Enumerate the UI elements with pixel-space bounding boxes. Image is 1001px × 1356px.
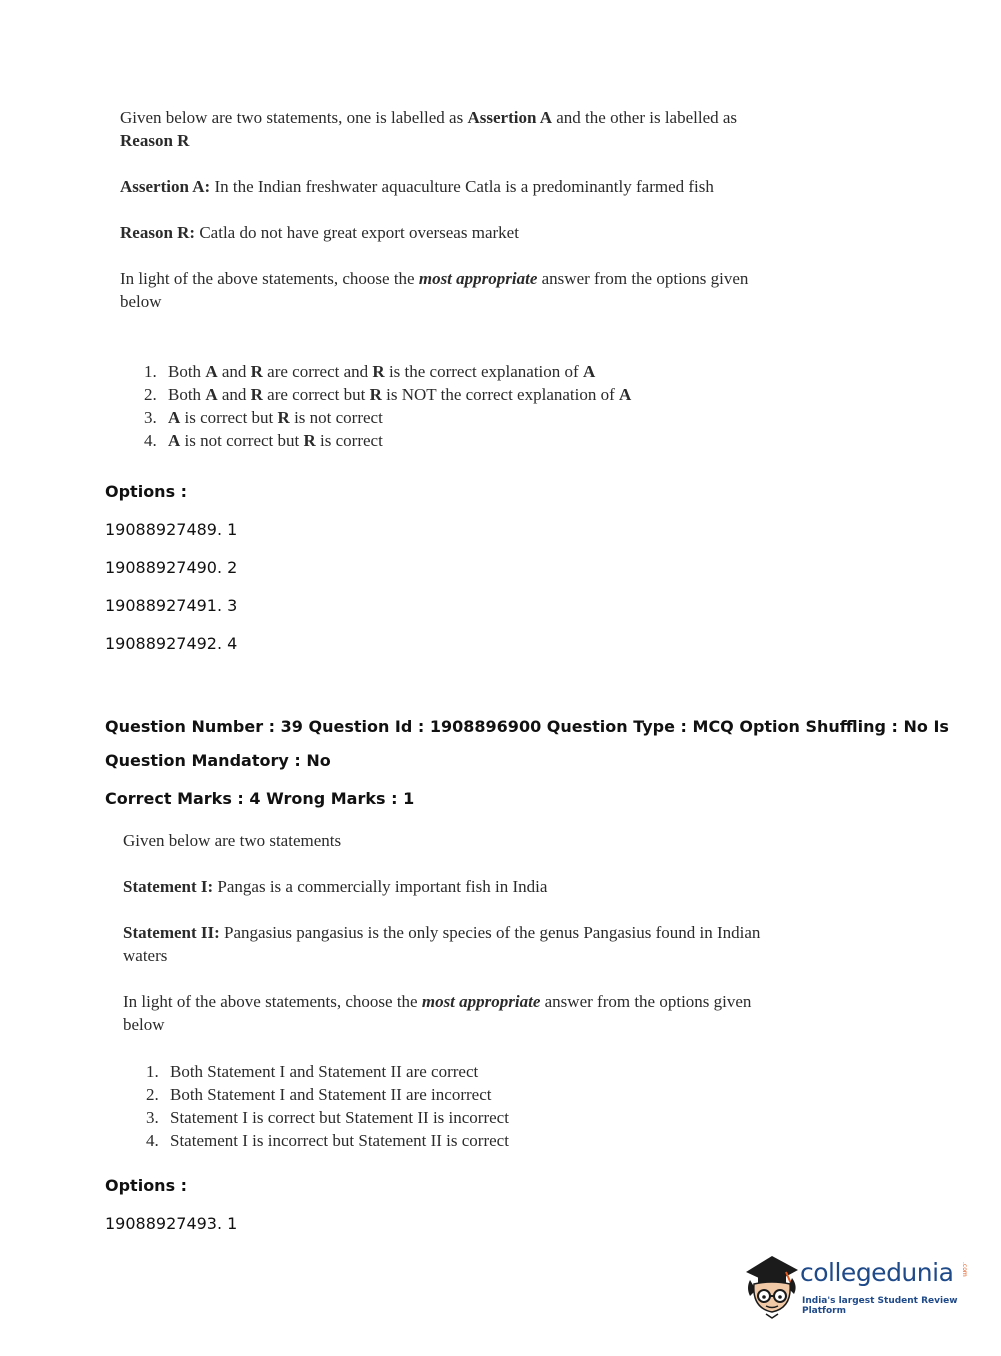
- q1-assertion-label: Assertion A:: [120, 177, 211, 196]
- q1-choice-1: [144, 360, 631, 383]
- q2-meta-line1: Question Number : 39 Question Id : 1908896900 Question Type : MCQ Option Shuffling : No Is: [105, 717, 949, 736]
- q1-intro-bold-reason: Reason R: [120, 131, 190, 150]
- q1-choice-text: R: [372, 362, 385, 381]
- q1-choice-text: are correct but: [262, 385, 370, 404]
- q1-choice-text: is the correct explanation of: [384, 362, 583, 381]
- q1-choice-text: R: [303, 431, 316, 450]
- q1-choice-text: A: [168, 408, 181, 427]
- q2-choice-list: [146, 1060, 509, 1152]
- q1-option-1: 19088927489. 1: [105, 520, 238, 539]
- q2-choice-text: Statement I is incorrect but Statement II is correct: [170, 1131, 509, 1150]
- q1-choice-text: is not correct: [289, 408, 383, 427]
- q2-intro: Given below are two statements: [123, 831, 342, 850]
- q2-marks: Correct Marks : 4 Wrong Marks : 1: [105, 789, 415, 808]
- q2-choice-text: Statement I is correct but Statement II is incorrect: [170, 1108, 509, 1127]
- q1-choice-number: 4.: [144, 431, 157, 450]
- q2-choice-1: [146, 1060, 509, 1083]
- logo-com-suffix: .com: [961, 1262, 968, 1277]
- q1-choice-text: A: [168, 431, 181, 450]
- q1-choice-number: 2.: [144, 385, 157, 404]
- q1-choice-text: Both: [168, 362, 206, 381]
- q1-choice-text: R: [369, 385, 382, 404]
- q1-assertion: [120, 177, 714, 197]
- q2-prompt-line2: below: [123, 1015, 165, 1034]
- q2-choice-text: Both Statement I and Statement II are correct: [170, 1062, 479, 1081]
- q2-choice-2: [146, 1083, 509, 1106]
- q2-prompt-text: In light of the above statements, choose the: [123, 992, 422, 1011]
- q1-reason-text: Catla do not have great export overseas market: [195, 223, 519, 242]
- q2-prompt-emphasis: most appropriate: [421, 992, 541, 1011]
- q1-prompt-text-3: below: [120, 292, 162, 311]
- q1-assertion-text: In the Indian freshwater aquaculture Catla is a predominantly farmed fish: [210, 177, 714, 196]
- q2-option-1: 19088927493. 1: [105, 1214, 238, 1233]
- q1-reason: [120, 223, 519, 243]
- q1-choice-4: [144, 429, 631, 452]
- q2-prompt-text-2: answer from the options given: [540, 992, 752, 1011]
- q1-choice-text: is correct: [315, 431, 383, 450]
- q1-choice-text: A: [619, 385, 632, 404]
- q1-reason-label: Reason R:: [120, 223, 196, 242]
- logo-wordmark: collegedunia: [800, 1258, 954, 1287]
- q1-choice-text: and: [217, 385, 251, 404]
- q2-choice-3: [146, 1106, 509, 1129]
- q1-option-3: 19088927491. 3: [105, 596, 238, 615]
- q1-choice-number: 3.: [144, 408, 157, 427]
- q1-choice-text: R: [277, 408, 290, 427]
- q1-choice-number: 1.: [144, 362, 157, 381]
- q1-prompt-line2: [120, 292, 162, 312]
- q1-choice-3: [144, 406, 631, 429]
- q2-statement-2-label: Statement II:: [123, 923, 220, 942]
- q1-intro-text-2: and the other is labelled as: [552, 108, 738, 127]
- q1-options-label: Options :: [105, 482, 188, 501]
- collegedunia-logo: [742, 1250, 974, 1320]
- q1-option-2: 19088927490. 2: [105, 558, 238, 577]
- q1-choice-text: A: [205, 385, 218, 404]
- q1-prompt-line1: [120, 269, 748, 289]
- q2-options-label: Options :: [105, 1176, 188, 1195]
- q1-choice-text: R: [250, 385, 263, 404]
- q1-intro-line2: [120, 131, 189, 151]
- q1-choice-2: [144, 383, 631, 406]
- q1-choice-text: is NOT the correct explanation of: [381, 385, 620, 404]
- q2-statement-1-label: Statement I:: [123, 877, 214, 896]
- q2-statement-1-text: Pangas is a commercially important fish in India: [213, 877, 548, 896]
- q1-intro-bold-assertion: Assertion A: [467, 108, 552, 127]
- q2-statement-2: [123, 923, 760, 943]
- q2-prompt-line1: [123, 992, 751, 1012]
- q2-choice-number: 4.: [146, 1131, 159, 1150]
- q2-statement-2-text: Pangasius pangasius is the only species of the genus Pangasius found in Indian: [219, 923, 761, 942]
- q1-prompt-text: In light of the above statements, choose the: [120, 269, 419, 288]
- q2-statement-1: [123, 877, 547, 897]
- q1-choice-text: R: [250, 362, 263, 381]
- mascot-icon: [742, 1250, 802, 1320]
- q1-choice-text: is not correct but: [180, 431, 304, 450]
- q2-choice-number: 3.: [146, 1108, 159, 1127]
- q2-choice-number: 2.: [146, 1085, 159, 1104]
- q2-choice-4: [146, 1129, 509, 1152]
- q1-choice-list: [144, 360, 631, 452]
- q1-choice-text: A: [582, 362, 596, 381]
- q1-prompt-text-2: answer from the options given: [537, 269, 749, 288]
- q1-intro-text: Given below are two statements, one is labelled as: [120, 108, 468, 127]
- q1-option-4: 19088927492. 4: [105, 634, 238, 653]
- q2-choice-number: 1.: [146, 1062, 159, 1081]
- q2-choice-text: Both Statement I and Statement II are incorrect: [170, 1085, 492, 1104]
- logo-tagline: India's largest Student Review Platform: [802, 1296, 958, 1316]
- q2-meta-line2: Question Mandatory : No: [105, 751, 331, 770]
- q1-prompt-emphasis: most appropriate: [418, 269, 538, 288]
- q1-intro-line1: [120, 108, 737, 128]
- q1-choice-text: and: [217, 362, 251, 381]
- q2-statement-2-cont: waters: [123, 946, 168, 965]
- q1-choice-text: is correct but: [180, 408, 278, 427]
- q1-choice-text: A: [205, 362, 218, 381]
- q1-choice-text: Both: [168, 385, 206, 404]
- q1-choice-text: are correct and: [262, 362, 373, 381]
